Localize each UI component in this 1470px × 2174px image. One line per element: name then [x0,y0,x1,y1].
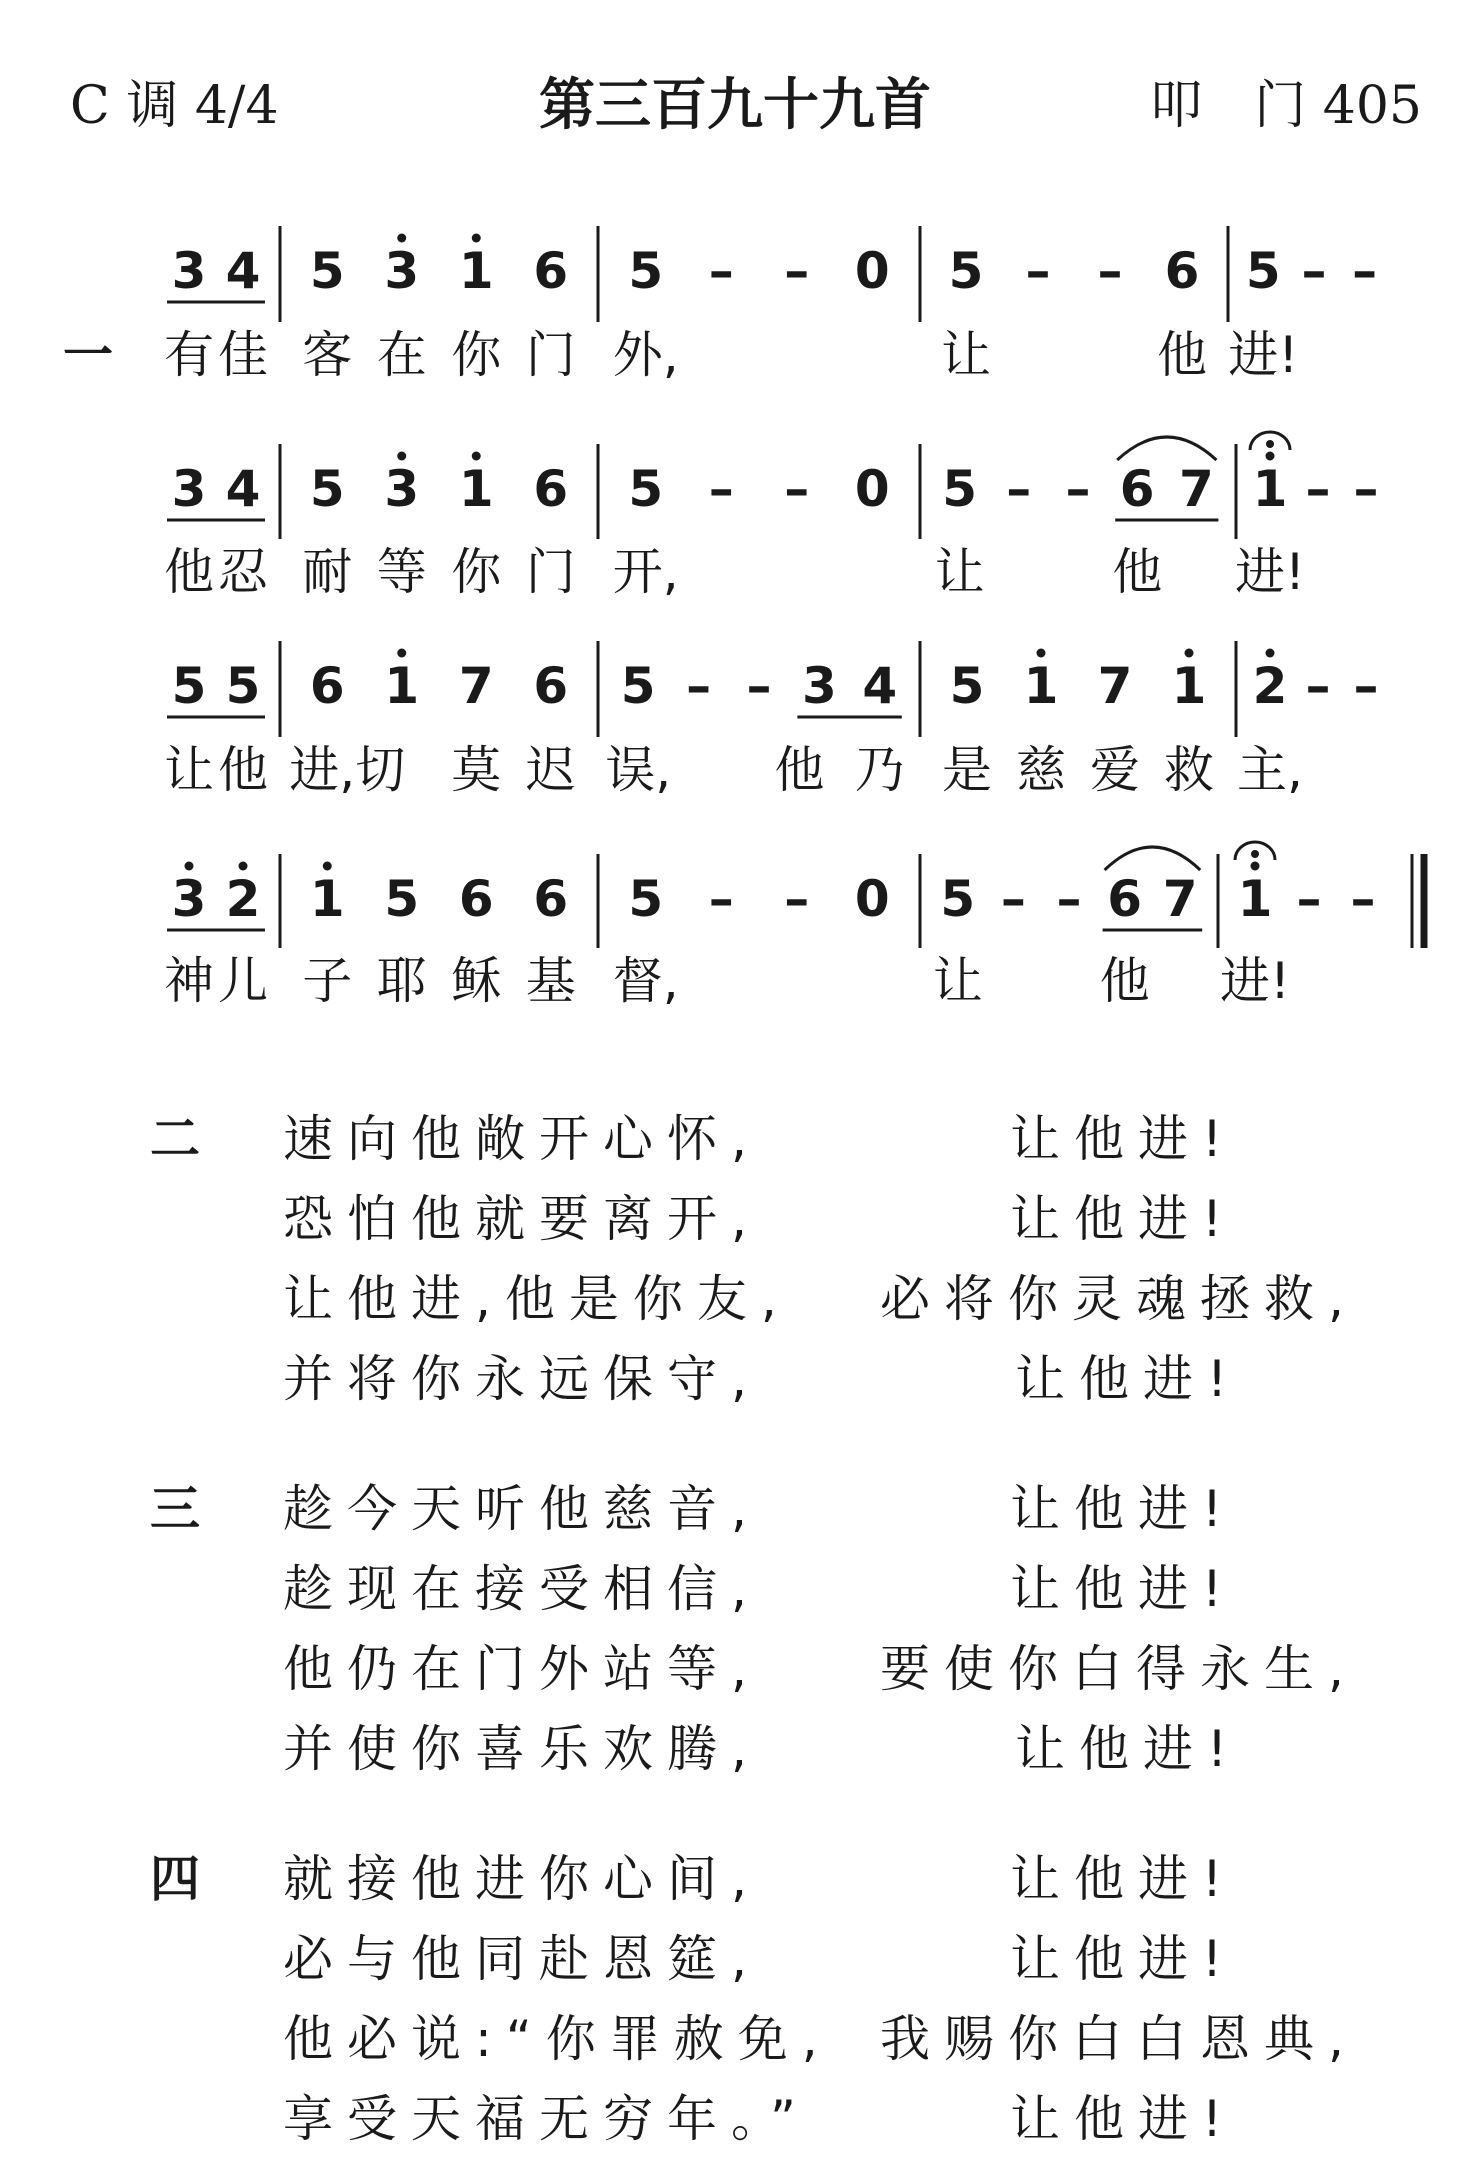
lyric-syllable: 主, [1237,741,1303,799]
high-octave-dot [1266,452,1275,461]
note-5: 5 [949,657,985,715]
note-3: 3 [171,242,207,300]
dash-note: – [784,242,810,300]
lyric-syllable: 他 [1157,326,1207,384]
note-7: 7 [1179,460,1214,518]
verse-line-right: 必将你灵魂拯救, [880,1270,1358,1328]
dash-note: – [1056,870,1082,928]
lyric-syllable: 让 [932,952,983,1010]
lyric-syllable: 神 [164,952,214,1010]
hymn-title: 第三百九十九首 [539,73,931,138]
music-score [0,0,1470,1060]
dash-note: – [708,242,734,300]
verse-line-left: 并使你喜乐欢腾, [283,1720,761,1778]
lyric-syllable: 他 [1099,952,1150,1010]
score-notation [0,0,1470,1060]
high-octave-dot [472,234,481,243]
note-3: 3 [384,460,420,518]
dash-note: – [1025,242,1051,300]
verse-line-right: 让他进! [1010,1560,1237,1618]
verse-line-right: 要使你白得永生, [880,1640,1358,1698]
note-5: 5 [940,870,976,928]
note-5: 5 [628,460,664,518]
dash-note: – [1301,242,1327,300]
note-0: 0 [854,242,890,300]
verse-line-left: 他仍在门外站等, [283,1640,761,1698]
note-1: 1 [384,657,420,715]
note-5: 5 [1245,242,1281,300]
note-6: 6 [533,657,569,715]
dash-note: – [1296,870,1322,928]
note-6: 6 [533,460,569,518]
verse-line-right: 让他进! [1010,1480,1237,1538]
hymn-reference: 叩 门 405 [1150,76,1422,136]
lyric-syllable: 开, [612,543,679,601]
high-octave-dot [397,649,406,658]
lyric-syllable: 督, [612,952,679,1010]
note-0: 0 [854,460,890,518]
slur-arc [1117,437,1216,460]
lyric-syllable: 基 [525,952,576,1010]
key-signature: C 调 4/4 [70,76,279,136]
lyric-syllable: 爱 [1090,741,1140,799]
dash-note: – [1097,242,1123,300]
lyric-syllable: 有 [164,326,214,384]
note-5: 5 [948,242,984,300]
lyric-syllable: 进! [1228,326,1299,384]
lyric-syllable: 子 [302,952,353,1010]
lyric-syllable: 你 [451,326,502,384]
verse-line-left: 享受天福无穷年。” [283,2090,810,2148]
note-1: 1 [458,460,494,518]
note-4: 4 [225,242,261,300]
note-1: 1 [309,870,345,928]
lyric-syllable: 进,切 [289,741,406,799]
verse-line-right: 让他进! [1015,1720,1242,1778]
verse-number: 三 [150,1480,200,1538]
high-octave-dot [1266,649,1275,658]
lyric-syllable: 让 [934,543,985,601]
note-6: 6 [309,657,345,715]
note-4: 4 [862,657,898,715]
lyric-syllable: 进! [1234,543,1306,601]
lyric-syllable: 乃 [854,741,905,799]
lyric-syllable: 忍 [218,543,268,601]
high-octave-dot [397,452,406,461]
verse-line-right: 让他进! [1015,1350,1242,1408]
dash-note: – [1006,460,1032,518]
lyric-syllable: 慈 [1016,741,1066,799]
note-1: 1 [1252,460,1288,518]
verse-line-left: 趁今天听他慈音, [283,1480,761,1538]
lyric-syllable: 稣 [451,952,502,1010]
verse-line-right: 让他进! [1010,1850,1237,1908]
lyric-syllable: 误, [605,741,672,799]
verse-line-left: 趁现在接受相信, [283,1560,761,1618]
note-3: 3 [384,242,420,300]
lyric-syllable: 让 [941,326,991,384]
verse-line-right: 让他进! [1010,2090,1237,2148]
verse-line-left: 他必说:“你罪赦免, [283,2010,832,2068]
verse-line-right: 我赐你白白恩典, [880,2010,1358,2068]
lyric-syllable: 在 [376,326,427,384]
dash-note: – [1305,657,1331,715]
verse-number: 二 [150,1110,200,1168]
high-octave-dot [1185,649,1194,658]
note-3: 3 [802,657,837,715]
dash-note: – [1350,870,1376,928]
lyric-syllable: 让 [164,741,214,799]
note-7: 7 [458,657,494,715]
note-7: 7 [1162,870,1198,928]
note-0: 0 [854,870,890,928]
note-4: 4 [225,460,261,518]
dash-note: – [784,870,810,928]
high-octave-dot [472,452,481,461]
note-6: 6 [1164,242,1200,300]
note-6: 6 [533,242,569,300]
high-octave-dot [239,862,248,871]
high-octave-dot [323,862,332,871]
verse-line-right: 让他进! [1010,1930,1237,1988]
lyric-syllable: 是 [942,741,992,799]
verse-line-left: 恐怕他就要离开, [283,1190,761,1248]
note-3: 3 [171,870,207,928]
lyric-syllable: 你 [451,543,502,601]
note-1: 1 [1171,657,1207,715]
lyric-syllable: 门 [525,543,576,601]
dash-note: – [686,657,712,715]
note-1: 1 [1237,870,1273,928]
lyric-syllable: 他 [164,543,214,601]
lyric-syllable: 儿 [218,952,268,1010]
note-6: 6 [458,870,494,928]
verse-line-left: 速向他敞开心怀, [283,1110,761,1168]
note-5: 5 [628,242,664,300]
lyric-syllable: 耐 [302,543,353,601]
note-5: 5 [309,460,345,518]
lyric-syllable: 佳 [218,326,268,384]
high-octave-dot [1037,649,1046,658]
note-5: 5 [620,657,656,715]
high-octave-dot [397,234,406,243]
note-5: 5 [942,460,977,518]
dash-note: – [708,870,734,928]
dash-note: – [1352,242,1378,300]
dash-note: – [784,460,810,518]
verse-line-left: 就接他进你心间, [283,1850,761,1908]
verse-line-right: 让他进! [1010,1110,1237,1168]
verse-line-left: 并将你永远保守, [283,1350,761,1408]
lyric-syllable: 他 [1112,543,1163,601]
lyric-syllable: 耶 [376,952,427,1010]
dash-note: – [1353,657,1379,715]
note-5: 5 [628,870,664,928]
dash-note: – [1353,460,1379,518]
note-5: 5 [171,657,207,715]
fermata-dot [1266,440,1274,448]
verse-line-left: 必与他同赴恩筵, [283,1930,761,1988]
note-7: 7 [1097,657,1133,715]
lyric-syllable: 迟 [525,741,576,799]
lyric-syllable: 进! [1219,952,1291,1010]
fermata-dot [1251,850,1259,858]
lyric-syllable: 他 [218,741,268,799]
note-2: 2 [1252,657,1288,715]
note-3: 3 [171,460,207,518]
lyric-syllable: 等 [376,543,427,601]
dash-note: – [746,657,772,715]
high-octave-dot [185,862,194,871]
slur-arc [1105,847,1201,870]
note-2: 2 [225,870,261,928]
note-5: 5 [225,657,261,715]
lyric-syllable: 门 [525,326,576,384]
dash-note: – [1065,460,1091,518]
high-octave-dot [1251,862,1260,871]
verse-number: 四 [150,1850,200,1908]
verse-number-1: 一 [63,326,113,384]
lyric-syllable: 莫 [451,741,502,799]
note-5: 5 [384,870,420,928]
lyric-syllable: 外, [612,326,679,384]
note-6: 6 [1119,460,1155,518]
note-5: 5 [309,242,345,300]
note-6: 6 [533,870,569,928]
note-1: 1 [458,242,494,300]
dash-note: – [1000,870,1026,928]
dash-note: – [708,460,734,518]
verse-line-left: 让他进,他是你友, [283,1270,791,1328]
lyric-syllable: 客 [302,326,353,384]
lyric-syllable: 他 [774,741,825,799]
dash-note: – [1305,460,1331,518]
note-6: 6 [1107,870,1142,928]
verse-line-right: 让他进! [1010,1190,1237,1248]
note-1: 1 [1023,657,1059,715]
lyric-syllable: 救 [1164,741,1214,799]
